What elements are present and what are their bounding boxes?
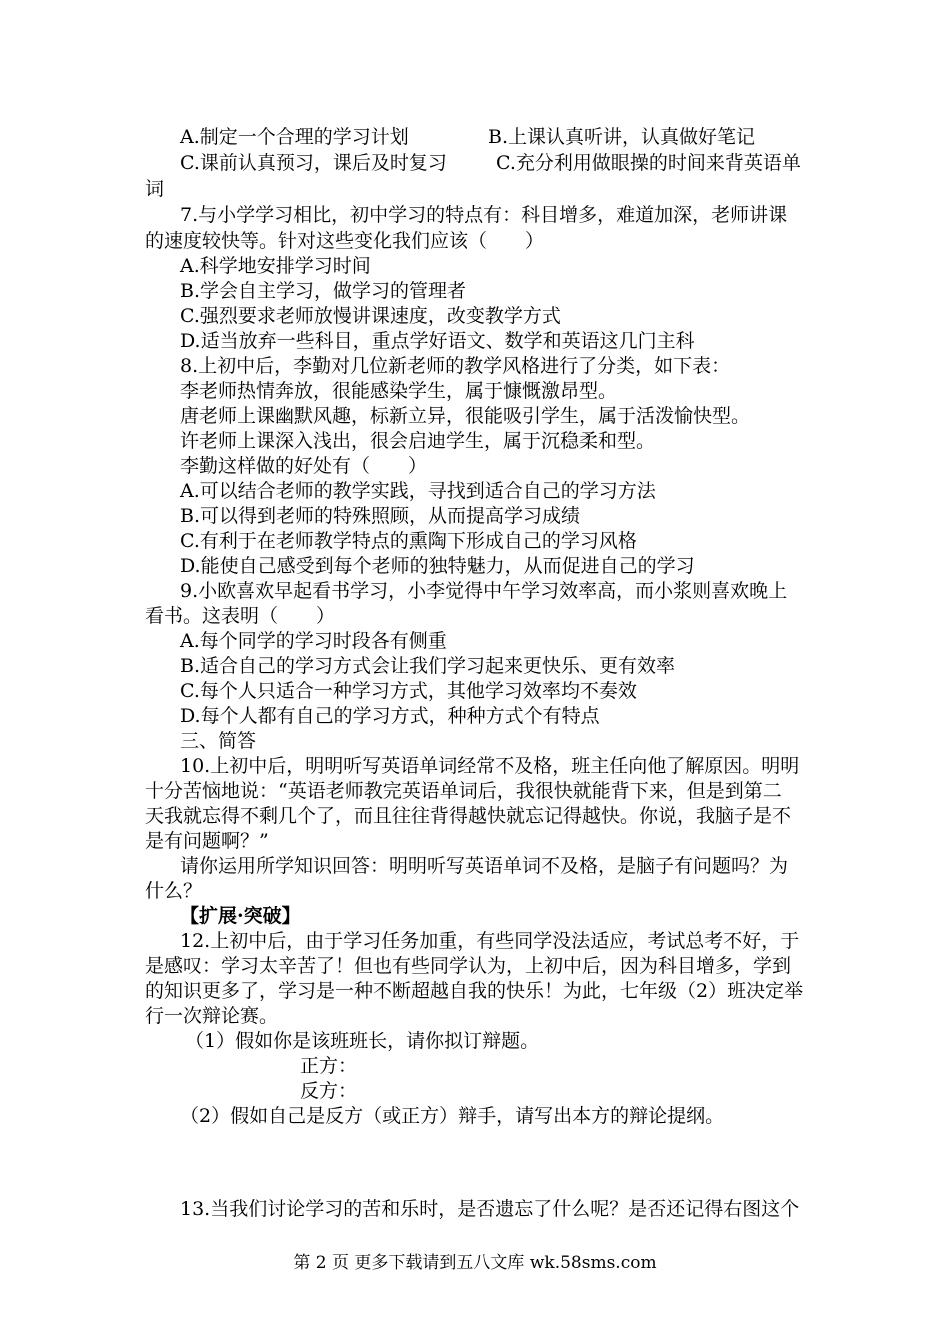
q12-subquestion-2: （2）假如自己是反方（或正方）辩手，请写出本方的辩论提纲。	[180, 1105, 725, 1127]
q7-option-b: B.学会自主学习，做学习的管理者	[180, 280, 467, 302]
q9-option-d: D.每个人都有自己的学习方式，种种方式个有特点	[180, 705, 600, 727]
section-heading: 三、简答	[180, 730, 257, 752]
extension-heading: 【扩展·突破】	[180, 905, 301, 927]
q6-option-d-cont: 词	[145, 178, 165, 200]
q7-option-a: A.科学地安排学习时间	[180, 255, 371, 277]
q8-option-c: C.有利于在老师教学特点的熏陶下形成自己的学习风格	[180, 530, 637, 552]
q8-stem: 8.上初中后，李勤对几位新老师的教学风格进行了分类，如下表：	[180, 355, 731, 377]
q8-table-row-3: 许老师上课深入浅出，很会启迪学生，属于沉稳柔和型。	[180, 430, 656, 452]
q9-option-c: C.每个人只适合一种学习方式，其他学习效率均不奏效	[180, 680, 637, 702]
q12-subquestion-1: （1）假如你是该班班长，请你拟订辩题。	[185, 1030, 540, 1052]
q12-paragraph-cont: 是感叹：学习太辛苦了！但也有些同学认为，上初中后，因为科目增多，学到	[145, 955, 792, 977]
q9-option-b: B.适合自己的学习方式会让我们学习起来更快乐、更有效率	[180, 655, 676, 677]
q6-option-c: C.课前认真预习，课后及时复习	[180, 152, 447, 174]
q6-option-a: A.制定一个合理的学习计划	[180, 126, 409, 148]
q10-question: 请你运用所学知识回答：明明听写英语单词不及格，是脑子有问题吗？为	[180, 855, 789, 877]
q6-option-b: B.上课认真听讲，认真做好笔记	[488, 126, 756, 148]
page-footer: 第 2 页 更多下载请到五八文库 wk.58sms.com	[293, 1253, 657, 1273]
q13-paragraph: 13.当我们讨论学习的苦和乐时，是否遗忘了什么呢？是否还记得右图这个	[180, 1198, 800, 1220]
q12-paragraph-cont: 行一次辩论赛。	[145, 1005, 279, 1027]
q7-option-c: C.强烈要求老师放慢讲课速度，改变教学方式	[180, 305, 561, 327]
q12-con-label: 反方：	[300, 1080, 358, 1102]
q9-stem-cont: 看书。这表明（ ）	[145, 605, 336, 627]
q7-stem: 7.与小学学习相比，初中学习的特点有：科目增多，难道加深，老师讲课	[180, 204, 788, 226]
q8-table-row-1: 李老师热情奔放，很能感染学生，属于慷慨激昂型。	[180, 380, 618, 402]
q6-option-d: C.充分利用做眼操的时间来背英语单	[496, 152, 801, 174]
q10-paragraph: 10.上初中后，明明听写英语单词经常不及格，班主任向他了解原因。明明	[180, 755, 800, 777]
q12-paragraph-cont: 的知识更多了，学习是一种不断超越自我的快乐！为此，七年级（2）班决定举	[145, 980, 804, 1002]
q12-pro-label: 正方：	[300, 1055, 358, 1077]
q10-paragraph-cont: 是有问题啊？”	[145, 830, 269, 852]
q7-option-d: D.适当放弃一些科目，重点学好语文、数学和英语这几门主科	[180, 330, 695, 352]
q8-option-b: B.可以得到老师的特殊照顾，从而提高学习成绩	[180, 505, 581, 527]
q12-paragraph: 12.上初中后，由于学习任务加重，有些同学没法适应，考试总考不好，于	[180, 930, 800, 952]
q9-option-a: A.每个同学的学习时段各有侧重	[180, 630, 447, 652]
q8-option-d: D.能使自己感受到每个老师的独特魅力，从而促进自己的学习	[180, 555, 695, 577]
q7-stem-cont: 的速度较快等。针对这些变化我们应该（ ）	[145, 230, 545, 252]
q10-question-cont: 什么？	[145, 880, 203, 902]
q10-paragraph-cont: 十分苦恼地说：“英语老师教完英语单词后，我很快就能背下来，但是到第二	[145, 780, 782, 802]
q8-option-a: A.可以结合老师的教学实践，寻找到适合自己的学习方法	[180, 480, 656, 502]
q8-table-row-2: 唐老师上课幽默风趣，标新立异，很能吸引学生，属于活泼愉快型。	[180, 405, 751, 427]
q9-stem: 9.小欧喜欢早起看书学习，小李觉得中午学习效率高，而小浆则喜欢晚上	[180, 580, 788, 602]
q8-question: 李勤这样做的好处有（ ）	[180, 455, 428, 477]
q10-paragraph-cont: 天我就忘得不剩几个了，而且往往背得越快就忘记得越快。你说，我脑子是不	[145, 805, 792, 827]
